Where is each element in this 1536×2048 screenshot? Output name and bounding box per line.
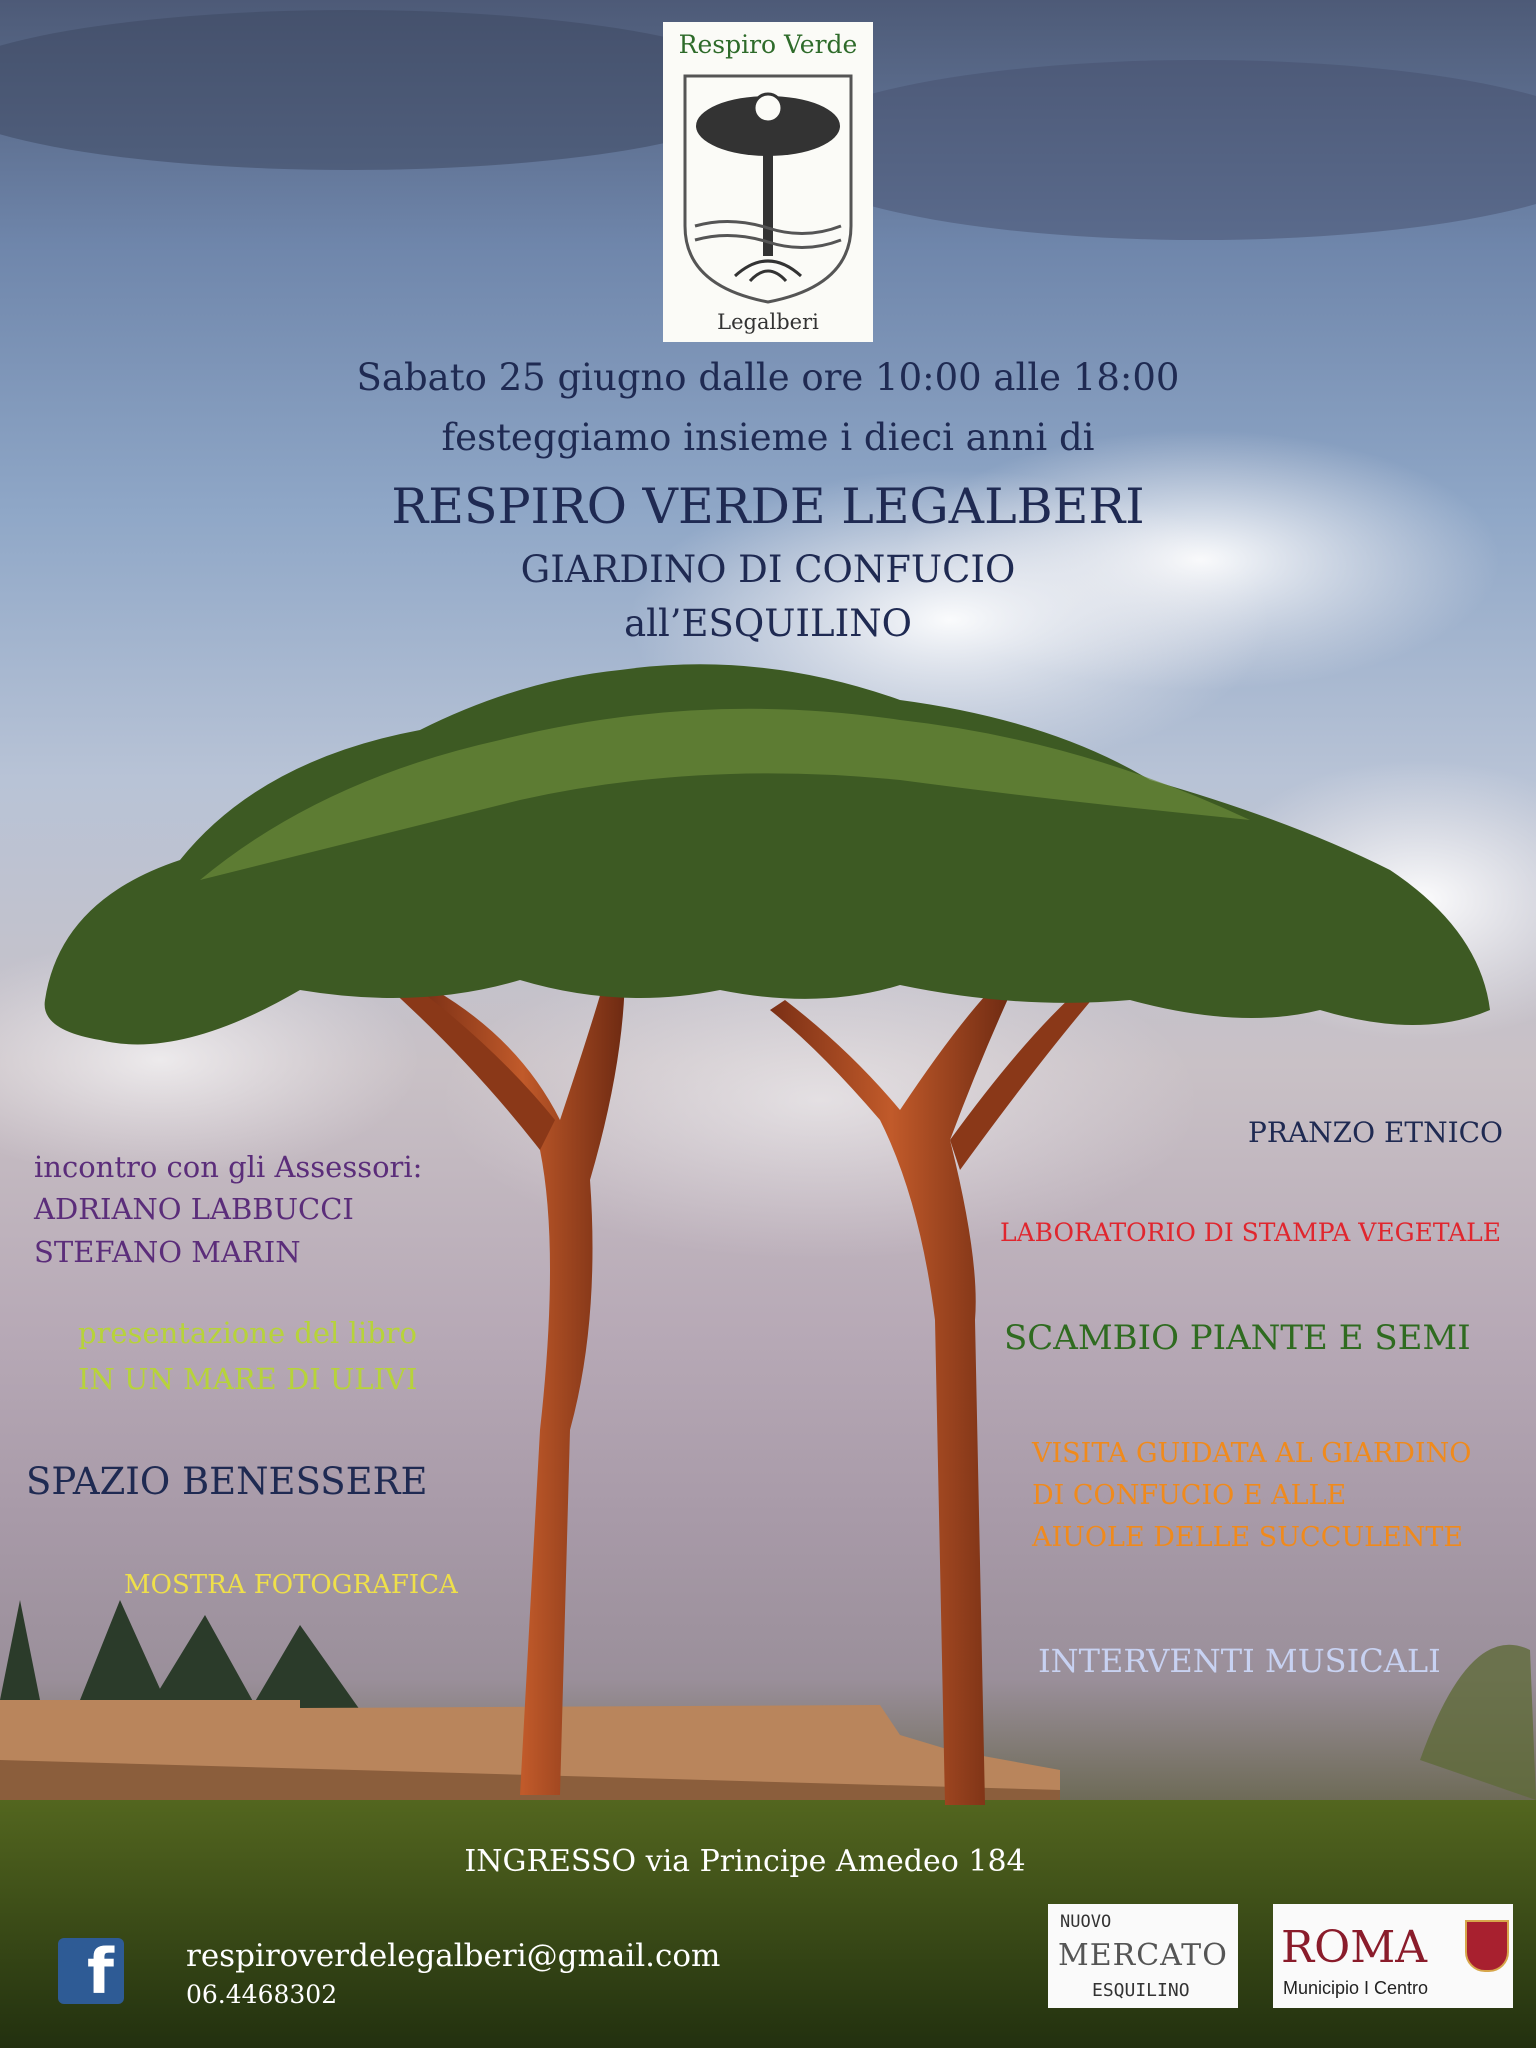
ethnic-lunch: PRANZO ETNICO [1248, 1116, 1504, 1149]
event-title: RESPIRO VERDE LEGALBERI [391, 478, 1145, 535]
tree-sun-shield-icon [675, 66, 861, 306]
event-place: GIARDINO DI CONFUCIO [520, 548, 1016, 591]
assessore-name: ADRIANO LABBUCCI [34, 1192, 354, 1226]
guided-tour: DI CONFUCIO E ALLE [1032, 1480, 1347, 1511]
photo-exhibition: MOSTRA FOTOGRAFICA [124, 1570, 458, 1600]
book-presentation: presentazione del libro [78, 1316, 417, 1350]
roma-municipio-logo [1273, 1904, 1513, 2008]
music-performances: INTERVENTI MUSICALI [1038, 1642, 1441, 1680]
wellness-space: SPAZIO BENESSERE [26, 1460, 428, 1503]
event-place-area: all’ESQUILINO [624, 602, 912, 645]
nm-logo-bottom: ESQUILINO [1092, 1980, 1190, 2001]
logo-title: Respiro Verde [678, 30, 858, 59]
roma-crest-icon [1465, 1920, 1509, 1972]
distant-trees [0, 1600, 360, 1710]
assessori-intro: incontro con gli Assessori: [34, 1150, 423, 1184]
event-date-line: Sabato 25 giugno dalle ore 10:00 alle 18:00 [356, 356, 1180, 399]
assessore-name: STEFANO MARIN [34, 1235, 301, 1269]
cloud-dark [780, 60, 1536, 240]
plant-swap: SCAMBIO PIANTE E SEMI [1004, 1318, 1471, 1358]
nuovo-mercato-esquilino-logo [1048, 1904, 1238, 2008]
guided-tour: AIUOLE DELLE SUCCULENTE [1032, 1522, 1464, 1553]
facebook-icon[interactable]: f [58, 1938, 124, 2004]
contact-email[interactable]: respiroverdelegalberi@gmail.com [186, 1938, 721, 1974]
logo-subtitle: Legalberi [717, 310, 819, 334]
respiro-verde-logo [663, 22, 873, 342]
nm-logo-top: NUOVO [1060, 1912, 1112, 1932]
entrance-address: INGRESSO via Principe Amedeo 184 [464, 1844, 1026, 1879]
printing-workshop: LABORATORIO DI STAMPA VEGETALE [1000, 1218, 1502, 1247]
guided-tour: VISITA GUIDATA AL GIARDINO [1032, 1438, 1472, 1469]
nm-logo-middle: MERCATO [1058, 1938, 1228, 1973]
contact-phone: 06.4468302 [186, 1980, 338, 2009]
cloud-dark [0, 10, 770, 170]
event-intro-line: festeggiamo insieme i dieci anni di [441, 416, 1095, 459]
roma-logo-title: ROMA [1281, 1922, 1428, 1973]
book-title: IN UN MARE DI ULIVI [78, 1362, 418, 1396]
roma-logo-subtitle: Municipio I Centro [1283, 1978, 1429, 1998]
